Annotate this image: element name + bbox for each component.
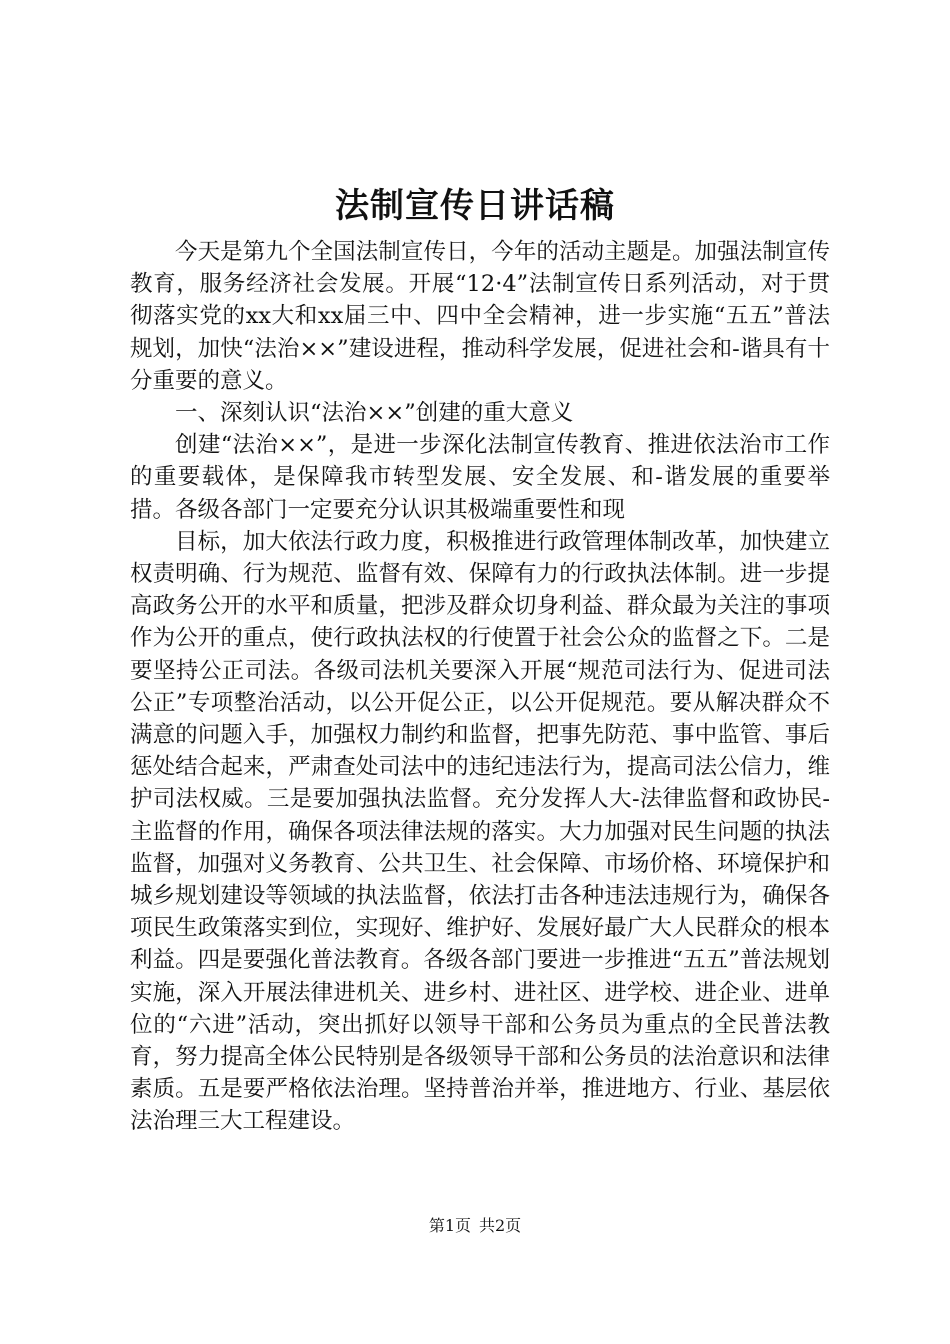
document-title: 法制宣传日讲话稿 [335, 186, 615, 226]
paragraph-intro: 今天是第九个全国法制宣传日，今年的活动主题是。加强法制宣传教育，服务经济社会发展。开展“12·4”法制宣传日系列活动，对于贯彻落实党的xx大和xx届三中、四中全会精神，进一步实施“五五”普法规划，加快“法治××”建设进程，推动科学发展，促进社会和-谐具有十分重要的意义。 [130, 239, 830, 394]
paragraph-goals: 目标，加大依法行政力度，积极推进行政管理体制改革，加快建立权责明确、行为规范、监督有效、保障有力的行政执法体制。进一步提高政务公开的水平和质量，把涉及群众切身利益、群众最为关注的事项作为公开的重点，使行政执法权的行使置于社会公众的监督之下。二是要坚持公正司法。各级司法机关要深入开展“规范司法行为、促进司法公正”专项整治活动，以公开促公正，以公开促规范。要从解决群众不满意的问题入手，加强权力制约和监督，把事先防范、事中监管、事后惩处结合起来，严肃查处司法中的违纪违法行为，提高司法公信力，维护司法权威。三是要加强执法监督。充分发挥人大-法律监督和政协民-主监督的作用，确保各项法律法规的落实。大力加强对民生问题的执法监督，加强对义务教育、公共卫生、社会保障、市场价格、环境保护和城乡规划建设等领域的执法监督，依法打击各种违法违规行为，确保各项民生政策落实到位，实现好、维护好、发展好最广大人民群众的根本利益。四是要强化普法教育。各级各部门要进一步推进“五五”普法规划实施，深入开展法律进机关、进乡村、进社区、进学校、进企业、进单位的“六进”活动，突出抓好以领导干部和公务员为重点的全民普法教育，努力提高全体公民特别是各级领导干部和公务员的法治意识和法律素质。五是要严格依法治理。坚持普治并举，推进地方、行业、基层依法治理三大工程建设。 [130, 528, 830, 1135]
paragraph-creation: 创建“法治××”，是进一步深化法制宣传教育、推进依法治市工作的重要载体，是保障我市转型发展、安全发展、和-谐发展的重要举措。各级各部门一定要充分认识其极端重要性和现 [130, 432, 830, 523]
section-heading-1: 一、深刻认识“法治××”创建的重大意义 [175, 400, 574, 427]
page-number: 第1页 [428, 1216, 471, 1235]
document-body [130, 236, 830, 1138]
page-footer [0, 1214, 950, 1238]
page-total: 共2页 [479, 1216, 522, 1235]
